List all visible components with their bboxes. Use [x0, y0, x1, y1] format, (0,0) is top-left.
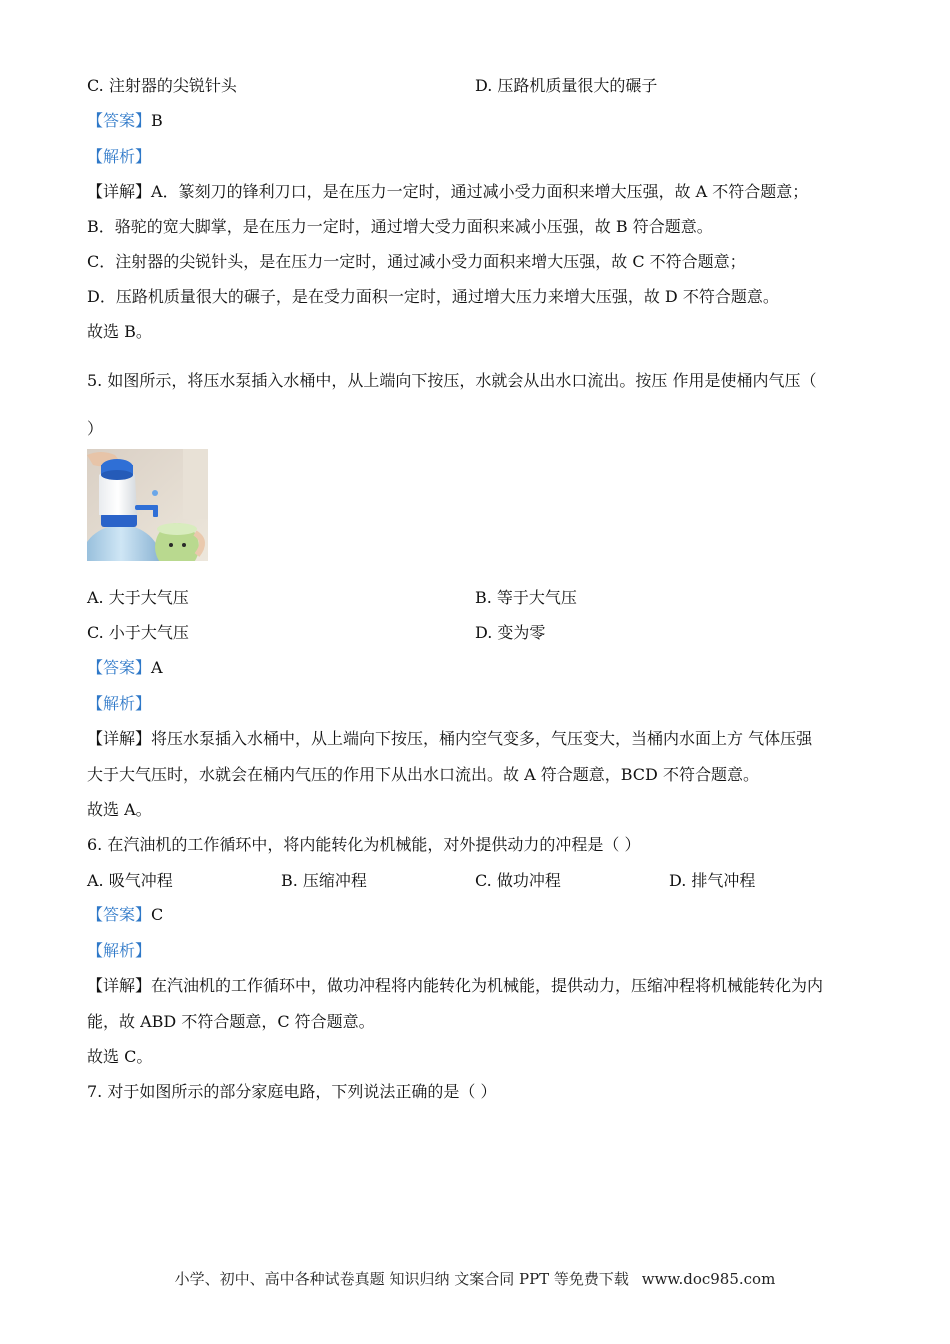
q5-option-d: D. 变为零 — [475, 623, 546, 642]
q5-answer — [87, 657, 163, 679]
q6-analysis-tag: 【解析】 — [87, 941, 152, 960]
answer-tag: 【答案】 — [87, 658, 152, 677]
q6-option-c: C. 做功冲程 — [475, 871, 561, 890]
q4-analysis-tag: 【解析】 — [87, 147, 152, 166]
detail-text: A．篆刻刀的锋利刀口，是在压力一定时，通过减小受力面积来增大压强，故 A 不符合题意； — [151, 182, 809, 201]
q4-detail-2: B．骆驼的宽大脚掌，是在压力一定时，通过增大受力面积来减小压强，故 B 符合题意。 — [87, 217, 713, 236]
q5-stem-2: ） — [87, 419, 104, 438]
answer-tag: 【答案】 — [87, 905, 152, 924]
q6-answer — [87, 904, 163, 926]
footer-text: 小学、初中、高中各种试卷真题 知识归纳 文案合同 PPT 等免费下载 — [174, 1270, 629, 1288]
answer-value: B — [151, 111, 163, 130]
q4-option-c: C. 注射器的尖锐针头 — [87, 76, 237, 95]
page-footer — [0, 1268, 950, 1289]
q6-detail-1 — [87, 975, 823, 997]
footer-url[interactable]: www.doc985.com — [641, 1270, 776, 1288]
water-pump-photo — [87, 449, 208, 561]
q5-detail-1 — [87, 728, 812, 750]
q5-stem-1: 5. 如图所示，将压水泵插入水桶中，从上端向下按压，水就会从出水口流出。按压 作用是使桶内气压（ — [87, 371, 817, 390]
q5-detail-2: 大于大气压时，水就会在桶内气压的作用下从出水口流出。故 A 符合题意，BCD 不符合题意。 — [87, 765, 759, 784]
q5-analysis-tag: 【解析】 — [87, 694, 152, 713]
q4-option-d: D. 压路机质量很大的碾子 — [475, 76, 658, 95]
detail-tag: 【详解】 — [87, 976, 152, 995]
q6-stem: 6. 在汽油机的工作循环中，将内能转化为机械能，对外提供动力的冲程是（ ） — [87, 835, 641, 854]
q4-detail-4: D．压路机质量很大的碾子，是在受力面积一定时，通过增大压力来增大压强，故 D 不符合题意。 — [87, 287, 779, 306]
answer-tag: 【答案】 — [87, 111, 152, 130]
q6-option-a: A. 吸气冲程 — [87, 871, 173, 890]
q7-stem: 7. 对于如图所示的部分家庭电路，下列说法正确的是（ ） — [87, 1082, 497, 1101]
q6-option-b: B. 压缩冲程 — [281, 871, 367, 890]
answer-value: C — [151, 905, 164, 924]
q6-option-d: D. 排气冲程 — [669, 871, 756, 890]
q6-conclusion: 故选 C。 — [87, 1047, 153, 1066]
answer-value: A — [151, 658, 163, 677]
q5-conclusion: 故选 A。 — [87, 800, 152, 819]
q5-option-b: B. 等于大气压 — [475, 588, 577, 607]
q5-option-a: A. 大于大气压 — [87, 588, 189, 607]
detail-text: 在汽油机的工作循环中，做功冲程将内能转化为机械能，提供动力，压缩冲程将机械能转化为内 — [151, 976, 824, 995]
q4-answer — [87, 110, 163, 132]
detail-tag: 【详解】 — [87, 182, 152, 201]
detail-text: 将压水泵插入水桶中，从上端向下按压，桶内空气变多，气压变大，当桶内水面上方 气体压强 — [151, 729, 813, 748]
q4-detail-1 — [87, 181, 808, 203]
q5-option-c: C. 小于大气压 — [87, 623, 189, 642]
q6-detail-2: 能，故 ABD 不符合题意，C 符合题意。 — [87, 1012, 375, 1031]
detail-tag: 【详解】 — [87, 729, 152, 748]
q4-conclusion: 故选 B。 — [87, 322, 152, 341]
q4-detail-3: C．注射器的尖锐针头，是在压力一定时，通过减小受力面积来增大压强，故 C 不符合题意； — [87, 252, 746, 271]
